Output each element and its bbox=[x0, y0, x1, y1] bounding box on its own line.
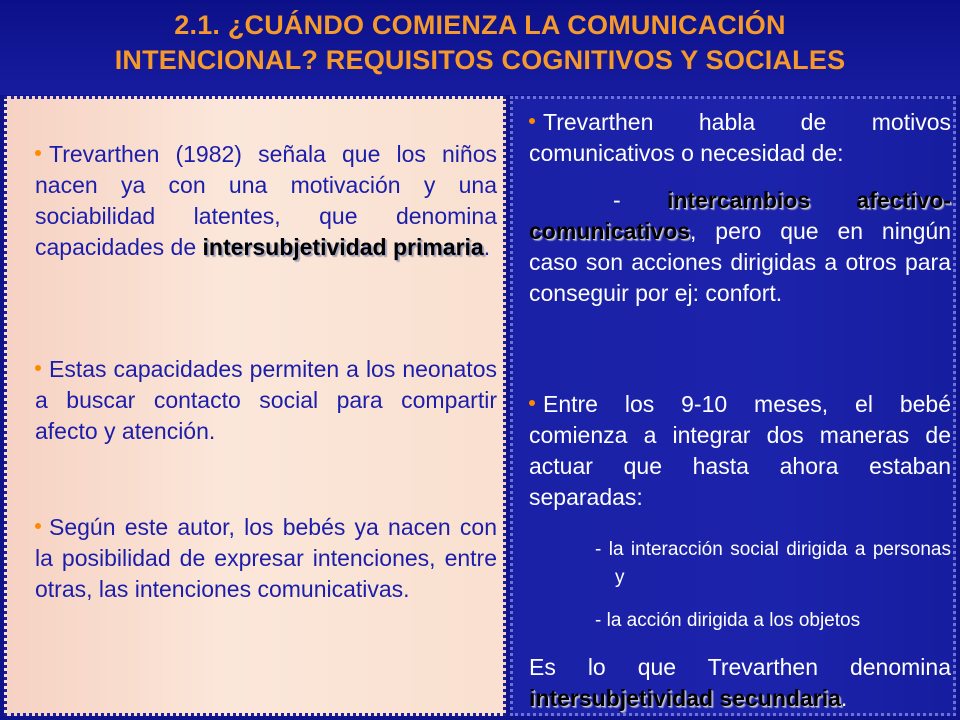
right-p1-text: Trevarthen habla de motivos comunicativos o necesidad de: bbox=[529, 109, 951, 166]
right-paragraph-1 bbox=[529, 107, 951, 169]
bullet-icon bbox=[35, 365, 41, 371]
left-paragraph-1 bbox=[35, 139, 497, 263]
right-sub-item-1: - la interacción social dirigida a personas y bbox=[595, 539, 951, 588]
right-paragraph-4 bbox=[529, 652, 951, 714]
right-p2-text: , pero que en ningún caso son acciones dirigidas a otros para conseguir por ej: confort. bbox=[529, 218, 951, 306]
slide-header bbox=[0, 0, 960, 95]
right-p4-end: . bbox=[840, 685, 848, 711]
right-p4-bold: intersubjetividad secundaria bbox=[529, 685, 841, 711]
right-p2-dash: - bbox=[613, 187, 667, 213]
bullet-icon bbox=[529, 118, 535, 124]
right-p2-bold: intercambios afectivo-comunicativos bbox=[529, 187, 951, 244]
left-p3-text: Según este autor, los bebés ya nacen con la posibilidad de expresar intenciones, entre otras, las intenciones comunicativas. bbox=[35, 514, 497, 602]
bullet-icon bbox=[529, 400, 535, 406]
right-p3-text: Entre los 9-10 meses, el bebé comienza a integrar dos maneras de actuar que hasta ahora estaban separadas: bbox=[529, 391, 951, 510]
left-paragraph-3 bbox=[35, 512, 497, 605]
slide-title bbox=[0, 8, 960, 78]
left-p1-text: Trevarthen (1982) señala que los niños nacen ya con una motivación y una sociabilidad latentes, que denomina capacidades de bbox=[35, 141, 497, 260]
bullet-icon bbox=[35, 523, 41, 529]
right-paragraph-3 bbox=[529, 389, 951, 513]
bullet-icon bbox=[35, 150, 41, 156]
right-paragraph-2 bbox=[529, 185, 951, 309]
left-paragraph-2 bbox=[35, 354, 497, 447]
right-panel bbox=[510, 96, 956, 716]
left-p1-bold: intersubjetividad primaria bbox=[202, 234, 484, 260]
left-panel bbox=[4, 96, 506, 716]
right-sub-item-2: - la acción dirigida a los objetos bbox=[595, 610, 861, 631]
left-p1-end: . bbox=[483, 234, 491, 260]
title-line-1: 2.1. ¿CUÁNDO COMIENZA LA COMUNICACIÓN bbox=[174, 10, 786, 40]
title-line-2: INTENCIONAL? REQUISITOS COGNITIVOS Y SOCIALES bbox=[114, 45, 846, 75]
right-p4-text: Es lo que Trevarthen denomina bbox=[529, 654, 951, 680]
left-p2-text: Estas capacidades permiten a los neonatos a buscar contacto social para compartir afecto y atención. bbox=[35, 356, 497, 444]
